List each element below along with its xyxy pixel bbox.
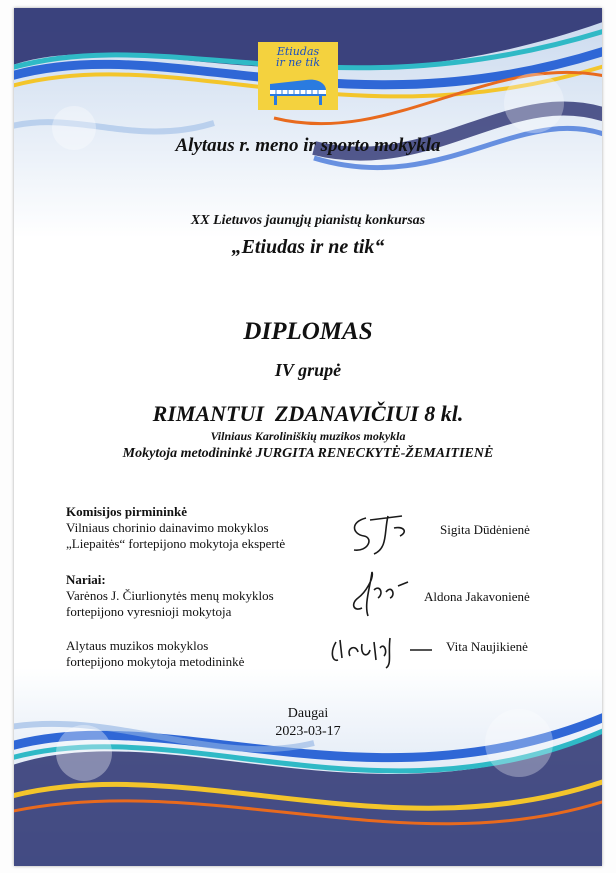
chair-role-line1: Vilniaus chorinio dainavimo mokyklos — [66, 520, 269, 535]
logo-text-line2: ir ne tik — [276, 56, 320, 69]
group-label: IV grupė — [274, 360, 342, 380]
chair-heading: Komisijos pirmininkė — [66, 504, 187, 519]
member1-signature — [344, 568, 416, 620]
contest-title: „Etiudas ir ne tik“ — [231, 236, 385, 258]
member2-name: Vita Naujikienė — [446, 639, 528, 654]
place: Daugai — [287, 706, 329, 721]
chair-role-line2: „Liepaitės“ fortepijono mokytoja ekspertė — [66, 536, 286, 551]
diploma-page — [14, 8, 602, 866]
logo-text-line1: Etiudas — [276, 45, 320, 58]
contest-line1: XX Lietuvos jaunųjų pianistų konkursas — [190, 213, 426, 228]
member2-role-line1: Alytaus muzikos mokyklos — [66, 638, 209, 653]
member1-role-line1: Varėnos J. Čiurlionytės menų mokyklos — [66, 588, 274, 603]
date: 2023-03-17 — [275, 724, 341, 739]
member2-role-line2: fortepijono mokytoja metodininkė — [66, 654, 245, 669]
chair-signature — [344, 508, 416, 558]
member1-role-line2: fortepijono vyresnioji mokytoja — [66, 604, 232, 619]
diploma-title: DIPLOMAS — [243, 318, 373, 345]
school-name: Alytaus r. meno ir sporto mokykla — [175, 135, 441, 156]
recipient-teacher: Mokytoja metodininkė JURGITA RENECKYTĖ-ŽEMAITIENĖ — [122, 446, 494, 461]
member2-signature — [326, 630, 436, 670]
members-heading: Nariai: — [66, 572, 106, 587]
recipient-school: Vilniaus Karoliniškių muzikos mokykla — [210, 429, 406, 443]
chair-name: Sigita Dūdėnienė — [440, 522, 530, 537]
recipient-name: RIMANTUI ZDANAVIČIUI 8 kl. — [152, 401, 464, 426]
contest-logo — [258, 42, 338, 110]
piano-icon — [266, 70, 330, 106]
member1-name: Aldona Jakavonienė — [424, 589, 530, 604]
